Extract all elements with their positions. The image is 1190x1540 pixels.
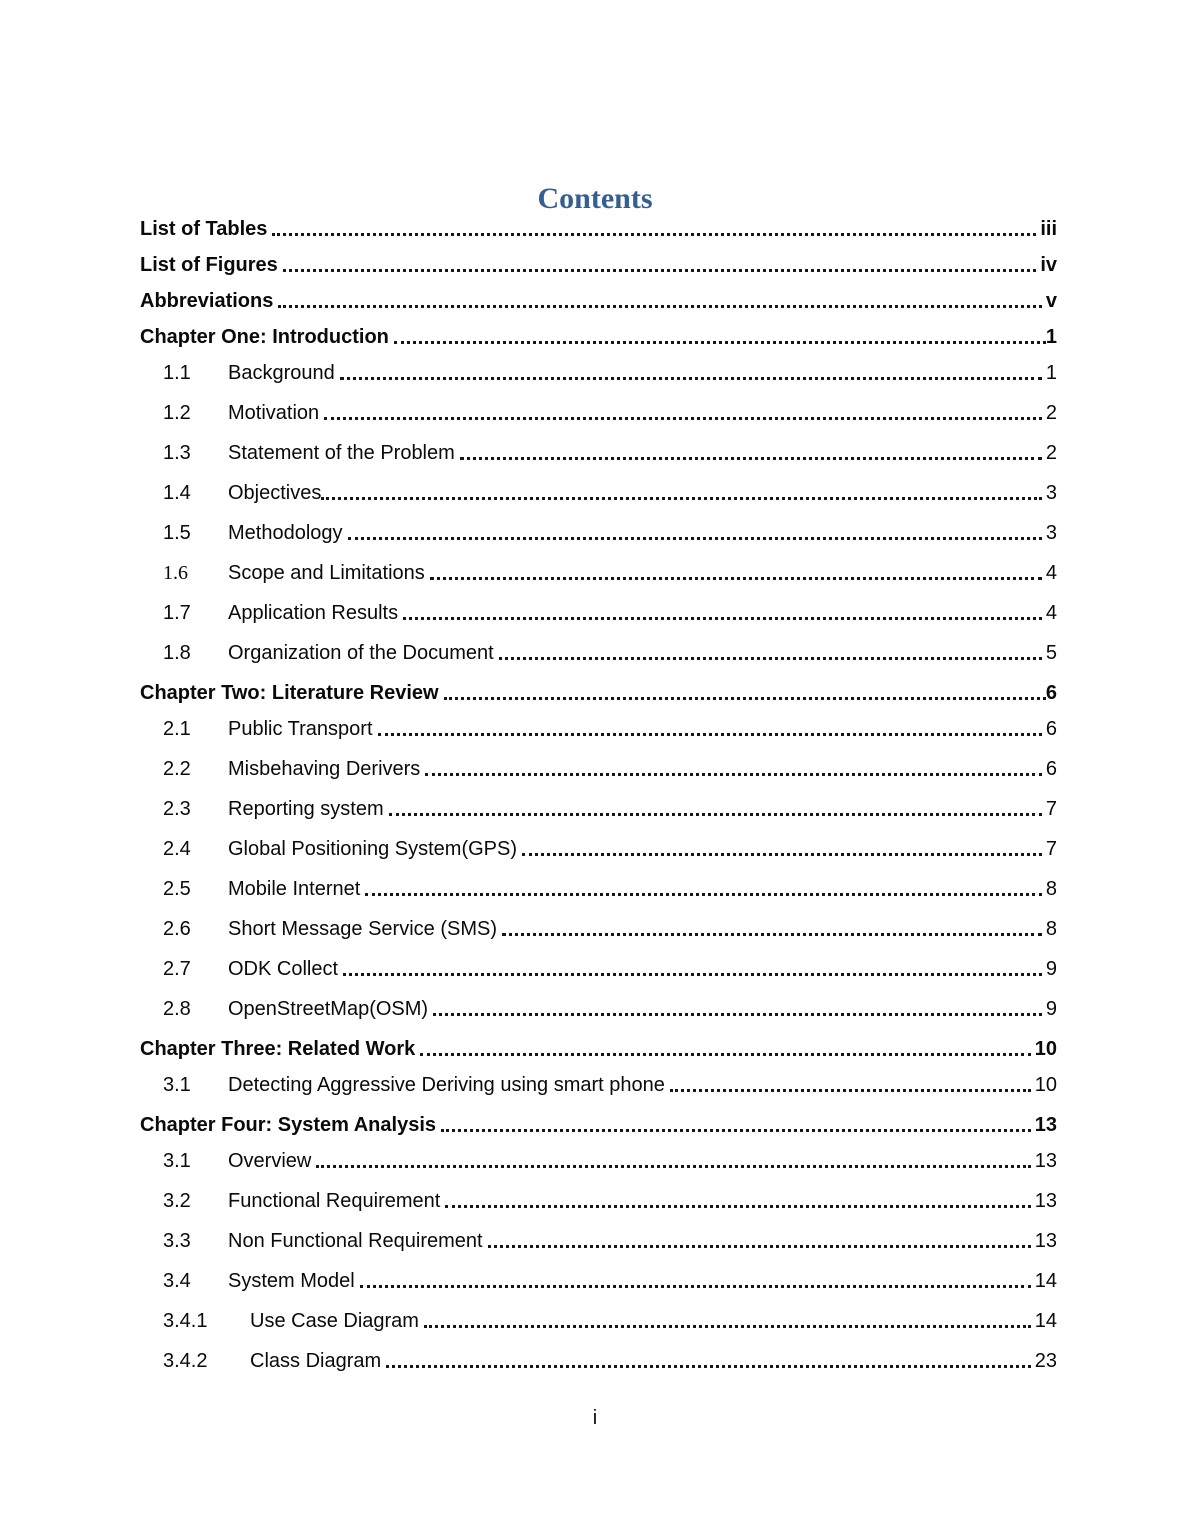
toc-entry-page: 2 — [1045, 442, 1057, 464]
toc-entry-page: 1 — [1045, 326, 1057, 348]
toc-entry-number: 2.6 — [163, 918, 191, 940]
toc-entry-page: 1 — [1045, 362, 1057, 384]
page-footer-number: i — [592, 1407, 598, 1429]
toc-entry-number: 1.3 — [163, 442, 191, 464]
toc-entry-page: 23 — [1034, 1350, 1057, 1372]
toc-entry-label: Chapter One: Introduction — [140, 326, 389, 348]
toc-entry-page: 9 — [1045, 958, 1057, 980]
toc-entry-number: 3.3 — [163, 1230, 191, 1252]
toc-entry-label: Reporting system — [228, 798, 384, 820]
toc-entry-number: 2.7 — [163, 958, 191, 980]
dot-leader — [272, 233, 1036, 236]
toc-entry-page: 8 — [1045, 918, 1057, 940]
toc-entry-label: Organization of the Document — [228, 642, 494, 664]
toc-entry-number: 3.4.1 — [163, 1310, 208, 1332]
toc-entry-label: Detecting Aggressive Deriving using smart phone — [228, 1074, 665, 1096]
toc-entry[interactable] — [140, 440, 1057, 466]
toc-entry[interactable] — [140, 1268, 1057, 1294]
dot-leader — [321, 497, 1042, 500]
toc-entry-page: 5 — [1045, 642, 1057, 664]
toc-entry-page: 4 — [1045, 602, 1057, 624]
dot-leader — [283, 269, 1037, 272]
dot-leader — [403, 617, 1042, 620]
toc-entry-page: 13 — [1034, 1150, 1057, 1172]
toc-entry-number: 3.4 — [163, 1270, 191, 1292]
toc-entry-number: 2.4 — [163, 838, 191, 860]
toc-entry-number: 1.1 — [163, 362, 191, 384]
toc-entry-page: 4 — [1045, 562, 1057, 584]
toc-entry[interactable] — [140, 716, 1057, 742]
toc-entry-label: Scope and Limitations — [228, 562, 425, 584]
toc-entry-label: Motivation — [228, 402, 320, 424]
toc-entry-label: Statement of the Problem — [228, 442, 455, 464]
toc-entry-page: 9 — [1045, 998, 1057, 1020]
toc-entry-page: 14 — [1034, 1310, 1057, 1332]
dot-leader — [360, 1285, 1031, 1288]
toc-entry-page: 7 — [1045, 798, 1057, 820]
toc-entry-number: 1.6 — [163, 562, 188, 584]
toc-entry-label: Misbehaving Derivers — [228, 758, 421, 780]
toc-entry-page: 13 — [1034, 1190, 1057, 1212]
toc-entry-label: Objectives — [228, 482, 322, 504]
toc-entry-label: Overview — [228, 1150, 312, 1172]
toc-entry-label: OpenStreetMap(OSM) — [228, 998, 429, 1020]
toc-entry-number: 2.8 — [163, 998, 191, 1020]
toc-entry-page: 2 — [1045, 402, 1057, 424]
toc-entry[interactable] — [140, 796, 1057, 822]
dot-leader — [378, 733, 1042, 736]
dot-leader — [502, 933, 1042, 936]
dot-leader — [522, 853, 1042, 856]
toc-entry-page: 7 — [1045, 838, 1057, 860]
toc-entry-number: 3.1 — [163, 1074, 191, 1096]
toc-entry-number: 3.2 — [163, 1190, 191, 1212]
toc-entry-page: iv — [1040, 254, 1057, 276]
toc-entry[interactable] — [140, 288, 1057, 314]
toc-entry[interactable] — [140, 324, 1057, 350]
toc-entry-page: 6 — [1045, 758, 1057, 780]
toc-entry[interactable] — [140, 836, 1057, 862]
toc-entry[interactable] — [140, 600, 1057, 626]
toc-entry-label: Functional Requirement — [228, 1190, 441, 1212]
dot-leader — [420, 1053, 1031, 1056]
toc-entry-number: 2.5 — [163, 878, 191, 900]
toc-entry[interactable] — [140, 916, 1057, 942]
dot-leader — [424, 1325, 1031, 1328]
dot-leader — [499, 657, 1042, 660]
toc-entry-label: Short Message Service (SMS) — [228, 918, 497, 940]
toc-entry-number: 3.1 — [163, 1150, 191, 1172]
toc-entry-page: 14 — [1034, 1270, 1057, 1292]
toc-entry-label: Methodology — [228, 522, 343, 544]
toc-entry[interactable] — [140, 996, 1057, 1022]
toc-entry[interactable] — [140, 480, 1057, 506]
toc-entry-label: Use Case Diagram — [250, 1310, 419, 1332]
toc-entry[interactable] — [140, 1308, 1057, 1334]
dot-leader — [394, 341, 1046, 344]
toc-entry-label: ODK Collect — [228, 958, 339, 980]
dot-leader — [445, 1205, 1030, 1208]
toc-entry-label: List of Tables — [140, 218, 268, 240]
dot-leader — [430, 577, 1042, 580]
dot-leader — [324, 417, 1042, 420]
dot-leader — [340, 377, 1042, 380]
toc-entry[interactable] — [140, 216, 1057, 242]
toc-entry-page: 6 — [1045, 682, 1057, 704]
toc-entry-page: 6 — [1045, 718, 1057, 740]
toc-entry-label: Abbreviations — [140, 290, 274, 312]
toc-entry-label: System Model — [228, 1270, 355, 1292]
toc-entry-number: 1.8 — [163, 642, 191, 664]
toc-entry[interactable] — [140, 680, 1057, 706]
toc-entry-number: 3.4.2 — [163, 1350, 208, 1372]
dot-leader — [316, 1165, 1030, 1168]
dot-leader — [386, 1365, 1031, 1368]
dot-leader — [488, 1245, 1031, 1248]
toc-entry-page: 8 — [1045, 878, 1057, 900]
toc-entry[interactable] — [140, 1148, 1057, 1174]
toc-entry[interactable] — [140, 1112, 1057, 1138]
dot-leader — [444, 697, 1046, 700]
toc-entry-label: Global Positioning System(GPS) — [228, 838, 518, 860]
dot-leader — [365, 893, 1042, 896]
toc-entry[interactable] — [140, 252, 1057, 278]
toc-entry[interactable] — [140, 1036, 1057, 1062]
toc-entry[interactable] — [140, 956, 1057, 982]
toc-entry[interactable] — [140, 876, 1057, 902]
toc-entry-number: 1.2 — [163, 402, 191, 424]
toc-entry-page: 13 — [1034, 1114, 1057, 1136]
toc-entry-page: iii — [1040, 218, 1057, 240]
toc-entry-page: 13 — [1034, 1230, 1057, 1252]
toc-entry[interactable] — [140, 1348, 1057, 1374]
toc-entry[interactable] — [140, 756, 1057, 782]
toc-entry-number: 1.5 — [163, 522, 191, 544]
toc-entry[interactable] — [140, 1228, 1057, 1254]
dot-leader — [278, 305, 1042, 308]
page-title: Contents — [537, 182, 653, 215]
toc-entry-number: 1.7 — [163, 602, 191, 624]
toc-entry-number: 2.3 — [163, 798, 191, 820]
toc-entry-label: Chapter Two: Literature Review — [140, 682, 439, 704]
toc-entry-label: Background — [228, 362, 335, 384]
toc-entry-label: Class Diagram — [250, 1350, 382, 1372]
toc-entry-label: Chapter Four: System Analysis — [140, 1114, 437, 1136]
toc-entry-number: 2.2 — [163, 758, 191, 780]
dot-leader — [425, 773, 1042, 776]
toc-entry[interactable] — [140, 360, 1057, 386]
toc-entry-label: Mobile Internet — [228, 878, 361, 900]
toc-entry-label: Public Transport — [228, 718, 373, 740]
dot-leader — [389, 813, 1042, 816]
dot-leader — [433, 1013, 1042, 1016]
toc-entry-number: 1.4 — [163, 482, 191, 504]
toc-entry[interactable] — [140, 400, 1057, 426]
toc-entry-number: 2.1 — [163, 718, 191, 740]
toc-entry[interactable] — [140, 520, 1057, 546]
table-of-contents — [140, 216, 1057, 1388]
toc-entry[interactable] — [140, 1072, 1057, 1098]
toc-entry[interactable] — [140, 560, 1057, 586]
toc-entry-label: List of Figures — [140, 254, 278, 276]
dot-leader — [670, 1089, 1031, 1092]
toc-entry-page: 10 — [1034, 1074, 1057, 1096]
dot-leader — [441, 1129, 1031, 1132]
dot-leader — [348, 537, 1042, 540]
toc-entry[interactable] — [140, 640, 1057, 666]
toc-entry[interactable] — [140, 1188, 1057, 1214]
toc-entry-page: 3 — [1045, 522, 1057, 544]
toc-entry-label: Application Results — [228, 602, 399, 624]
toc-entry-page: 10 — [1034, 1038, 1057, 1060]
toc-entry-label: Non Functional Requirement — [228, 1230, 483, 1252]
toc-entry-page: v — [1045, 290, 1057, 312]
dot-leader — [343, 973, 1042, 976]
dot-leader — [460, 457, 1042, 460]
toc-entry-page: 3 — [1045, 482, 1057, 504]
toc-entry-label: Chapter Three: Related Work — [140, 1038, 416, 1060]
